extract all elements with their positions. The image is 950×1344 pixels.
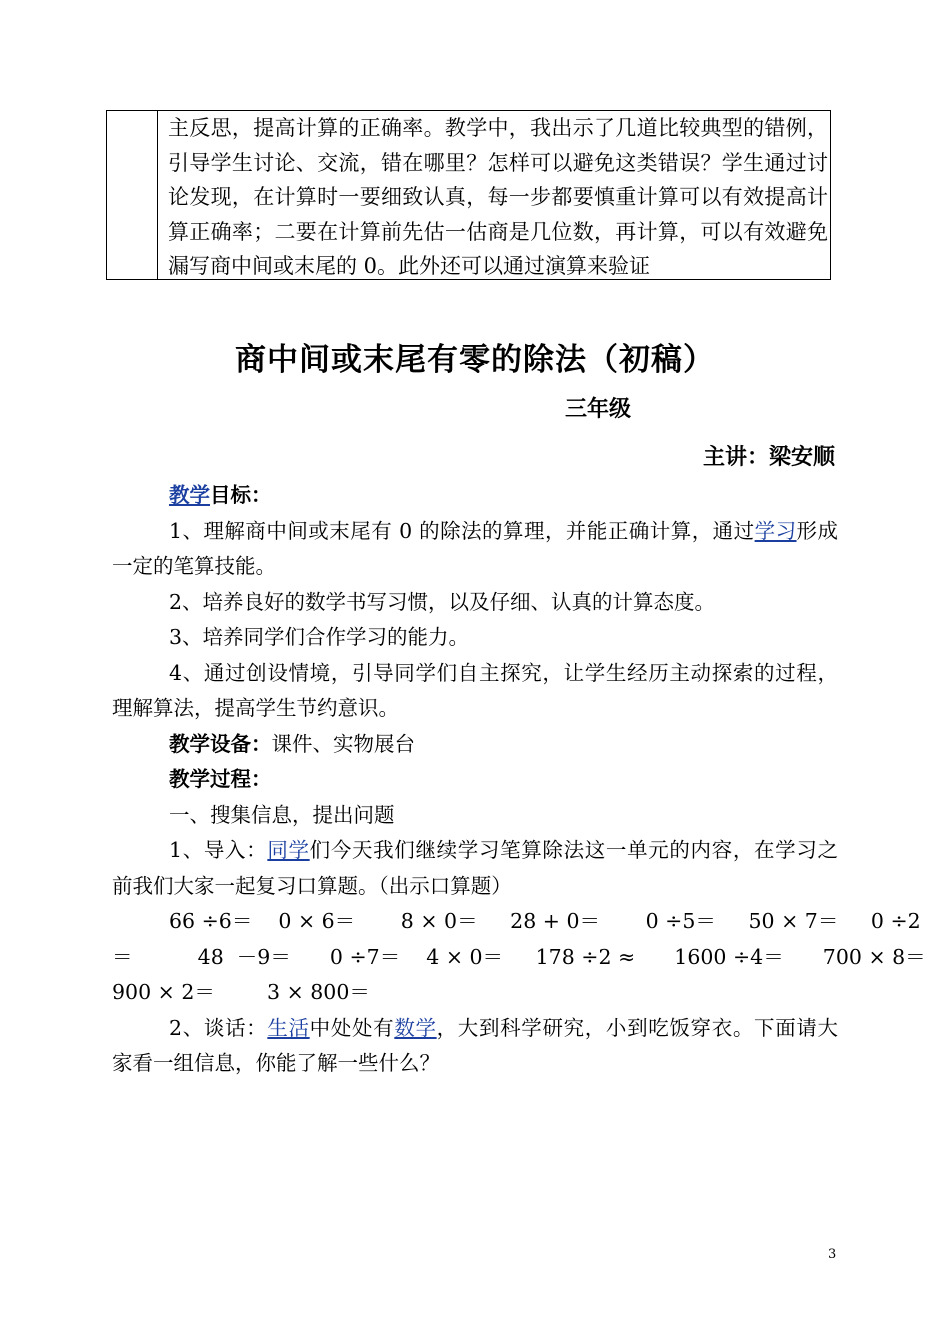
table-cell-continuation	[106, 110, 831, 280]
grade-label: 三年级	[565, 396, 632, 422]
lesson-content	[112, 478, 926, 1082]
objective-item-3: 3、培养同学们合作学习的能力。	[169, 625, 470, 649]
objective-1-text-b: 形成一定的笔算技能。	[112, 518, 839, 578]
table-text: 主反思，提高计算的正确率。教学中，我出示了几道比较典型的错例，引导学生讨论、交流，错在哪里？怎样可以避免这类错误？学生通过讨论发现，在计算时一要细致认真，每一步都要慎重计算可以有效提高计算正确率；二要在计算前先估一估商是几位数，再计算，可以有效避免漏写商中间或末尾的 0。此外还可以通过演算来验证	[168, 116, 828, 278]
section-1-heading: 一、搜集信息，提出问题	[169, 802, 395, 827]
objective-item-4: 4、通过创设情境，引导同学们自主探究，让学生经历主动探索的过程，理解算法，提高学生节约意识。	[112, 660, 838, 720]
equation-row-1: 66 ÷6＝ 0 × 6＝ 8 × 0＝ 28 + 0＝ 0 ÷5＝ 50 × 7＝ 0 ÷2	[169, 909, 921, 933]
classmates-link[interactable]: 同学	[267, 838, 310, 862]
objective-item-1	[112, 514, 838, 585]
life-link[interactable]: 生活	[267, 1015, 310, 1040]
objectives-heading-text: 目标：	[210, 483, 272, 507]
math-link[interactable]: 数学	[394, 1015, 437, 1040]
table-column-divider	[157, 111, 158, 279]
talk-text-b: 中处处有	[309, 1015, 395, 1040]
page-number: 3	[828, 1247, 837, 1262]
lecturer-label: 主讲：梁安顺	[702, 444, 835, 470]
intro-paragraph	[112, 833, 838, 904]
intro-text-a: 1、导入：	[169, 838, 268, 862]
talk-paragraph	[112, 1011, 838, 1082]
page-title: 商中间或末尾有零的除法（初稿）	[235, 342, 715, 378]
talk-text-a: 2、谈话：	[169, 1015, 268, 1040]
equation-row-2: ＝ 48 －9＝ 0 ÷7＝ 4 × 0＝ 178 ÷2 ≈ 1600 ÷4＝ 700 × 8＝	[112, 944, 926, 969]
talk-text-c: ，大到科学研究，小到吃饭穿衣。下面请大家看一组信息，你能了解一些什么？	[112, 1015, 839, 1075]
equipment-label: 教学设备：	[169, 731, 272, 756]
equation-row-3: 900 × 2＝ 3 × 800＝	[112, 980, 370, 1004]
study-link[interactable]: 学习	[754, 518, 797, 543]
process-heading	[112, 762, 838, 798]
intro-text-b: 们今天我们继续学习笔算除法这一单元的内容，在学习之前我们大家一起复习口算题。（出示口算题）	[112, 838, 839, 898]
equipment-line	[112, 727, 838, 763]
objectives-heading-link[interactable]: 教学	[169, 483, 210, 507]
objective-1-text-a: 1、理解商中间或末尾有 0 的除法的算理，并能正确计算，通过	[169, 518, 755, 543]
equipment-value: 课件、实物展台	[271, 731, 415, 756]
objectives-heading	[112, 478, 838, 514]
objective-item-2: 2、培养良好的数学书写习惯，以及仔细、认真的计算态度。	[169, 589, 716, 614]
process-label: 教学过程：	[169, 767, 272, 791]
